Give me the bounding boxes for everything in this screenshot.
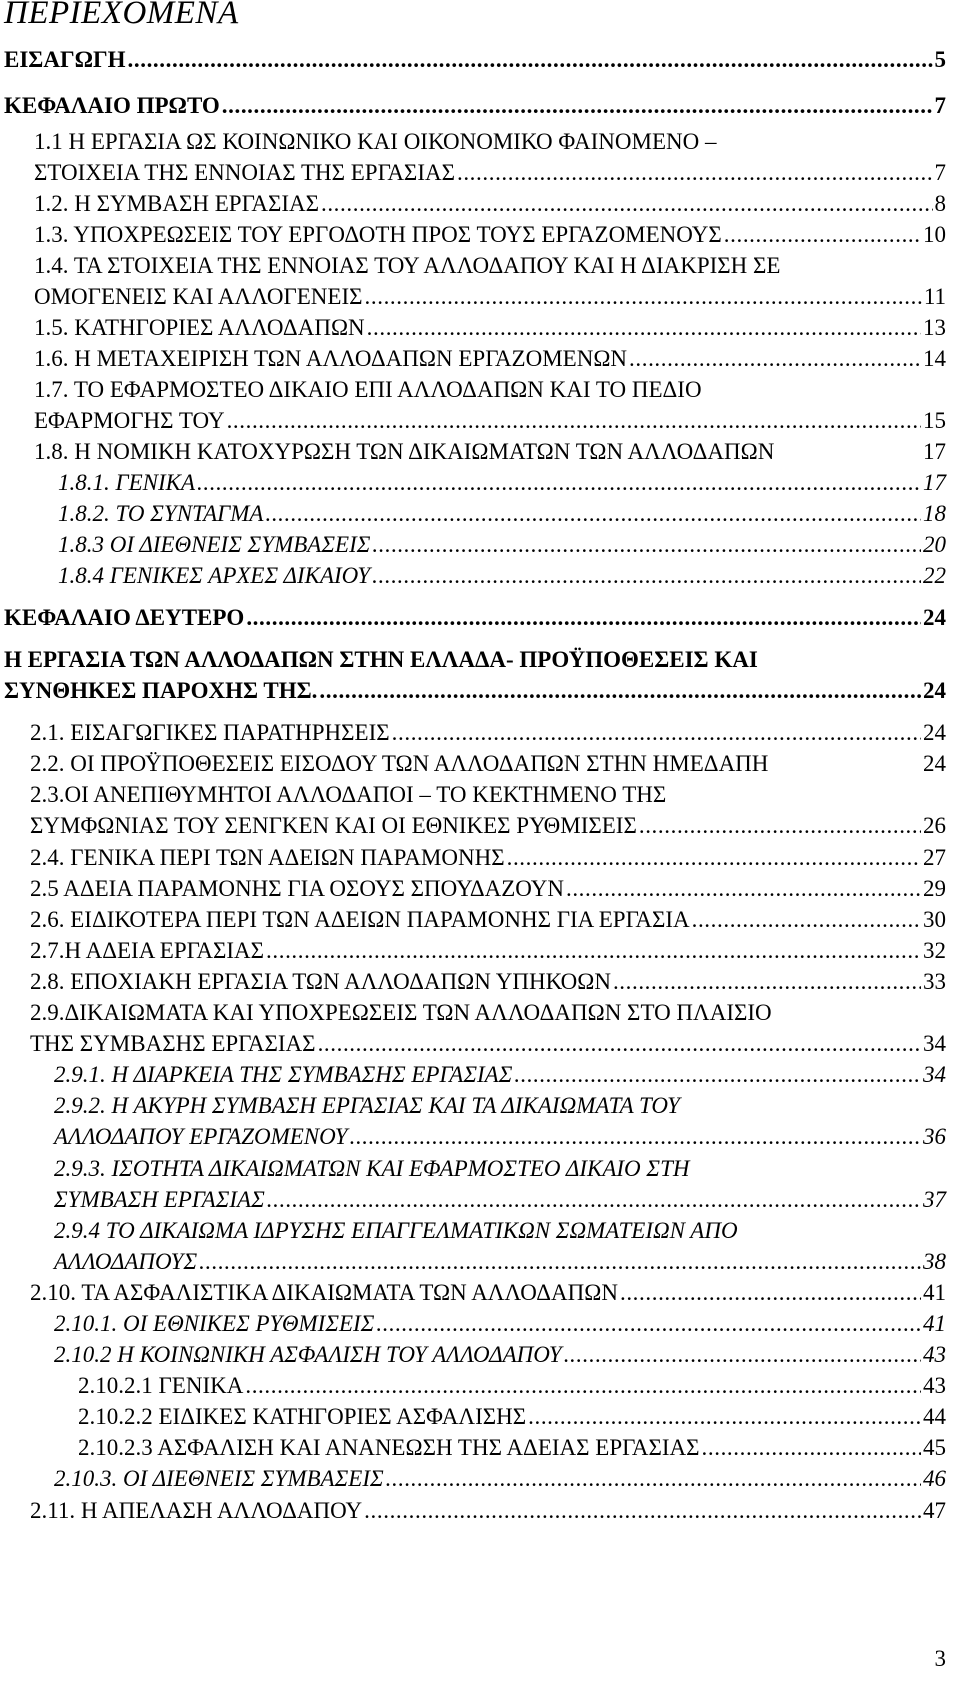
toc-entry-page: 43	[923, 1342, 946, 1367]
toc-entry-page: 26	[923, 813, 946, 838]
toc-entry[interactable]	[0, 1310, 960, 1338]
toc-entry[interactable]	[0, 906, 960, 934]
toc-entry-text: 2.7.Η ΑΔΕΙΑ ΕΡΓΑΣΙΑΣ	[30, 938, 265, 963]
toc-entry-page: 20	[923, 532, 946, 557]
toc-entry[interactable]	[0, 46, 960, 74]
toc-entry-page: 5	[934, 47, 946, 72]
toc-entry[interactable]	[0, 190, 960, 218]
toc-entry-text: 2.10.2.3 ΑΣΦΑΛΙΣΗ ΚΑΙ ΑΝΑΝΕΩΣΗ ΤΗΣ ΑΔΕΙΑΣ ΕΡΓΑΣΙΑΣ	[78, 1435, 700, 1460]
toc-entry-line	[0, 128, 960, 156]
toc-entry-text: 2.3.ΟΙ ΑΝΕΠΙΘΥΜΗΤΟΙ ΑΛΛΟΔΑΠΟΙ – ΤΟ ΚΕΚΤΗΜΕΝΟ ΤΗΣ	[30, 782, 667, 807]
dot-leader	[702, 1434, 921, 1462]
toc-entry[interactable]	[0, 968, 960, 996]
toc-entry-line	[0, 252, 960, 280]
toc-entry-page: 15	[923, 408, 946, 433]
dot-leader	[318, 1030, 921, 1058]
dot-leader	[321, 190, 933, 218]
dot-leader	[386, 1465, 921, 1493]
toc-entry-line	[0, 999, 960, 1027]
toc-entry-text: ΑΛΛΟΔΑΠΟΥΣ	[54, 1249, 198, 1274]
toc-entry[interactable]	[0, 562, 960, 590]
dot-leader	[364, 1497, 921, 1525]
toc-entry-page: 41	[923, 1280, 946, 1305]
toc-entry-text: ΣΥΜΒΑΣΗ ΕΡΓΑΣΙΑΣ	[54, 1187, 265, 1212]
toc-entry-page: 13	[923, 315, 946, 340]
toc-entry-text: 1.8.3 ΟΙ ΔΙΕΘΝΕΙΣ ΣΥΜΒΑΣΕΙΣ	[58, 532, 371, 557]
dot-leader	[457, 159, 933, 187]
toc-entry[interactable]	[0, 469, 960, 497]
dot-leader	[724, 221, 921, 249]
dot-leader	[265, 500, 921, 528]
toc-entry-page: 41	[923, 1311, 946, 1336]
toc-entry-text: 1.8.1. ΓΕΝΙΚΑ	[58, 470, 196, 495]
dot-leader	[372, 531, 921, 559]
toc-entry-text: 2.5 ΑΔΕΙΑ ΠΑΡΑΜΟΝΗΣ ΓΙΑ ΟΣΟΥΣ ΣΠΟΥΔΑΖΟΥΝ	[30, 876, 564, 901]
toc-entry-page: 44	[923, 1404, 946, 1429]
toc-entry-text: 2.6. ΕΙΔΙΚΟΤΕΡΑ ΠΕΡΙ ΤΩΝ ΑΔΕΙΩΝ ΠΑΡΑΜΟΝΗΣ ΓΙΑ ΕΡΓΑΣΙΑ	[30, 907, 690, 932]
dot-leader	[227, 407, 921, 435]
dot-leader	[613, 968, 921, 996]
toc-entry-text: 2.11. Η ΑΠΕΛΑΣΗ ΑΛΛΟΔΑΠΟΥ	[30, 1498, 363, 1523]
toc-entry-text: ΕΦΑΡΜΟΓΗΣ ΤΟΥ	[34, 408, 225, 433]
toc-entry-page: 24	[923, 720, 946, 745]
dot-leader	[528, 1403, 921, 1431]
toc-entry[interactable]	[0, 1248, 960, 1276]
toc-entry-page: 14	[923, 346, 946, 371]
toc-entry-text: ΚΕΦΑΛΑΙΟ ΠΡΩΤΟ	[4, 93, 220, 118]
toc-entry-page: 36	[923, 1124, 946, 1149]
toc-entry-page: 24	[923, 678, 946, 703]
toc-entry-text: 1.8. Η ΝΟΜΙΚΗ ΚΑΤΟΧΥΡΩΣΗ ΤΩΝ ΔΙΚΑΙΩΜΑΤΩΝ ΤΩΝ ΑΛΛΟΔΑΠΩΝ	[34, 439, 775, 464]
dot-leader	[372, 562, 921, 590]
toc-entry-text: 2.10.1. ΟΙ ΕΘΝΙΚΕΣ ΡΥΘΜΙΣΕΙΣ	[54, 1311, 375, 1336]
toc-entry-text: ΑΛΛΟΔΑΠΟΥ ΕΡΓΑΖΟΜΕΝΟΥ	[54, 1124, 348, 1149]
toc-entry[interactable]	[0, 159, 960, 187]
toc-entry-page: 45	[923, 1435, 946, 1460]
page-number: 3	[934, 1646, 946, 1671]
toc-entry-text: 1.8.4 ΓΕΝΙΚΕΣ ΑΡΧΕΣ ΔΙΚΑΙΟΥ	[58, 563, 371, 588]
toc-entry-text: 2.9.3. ΙΣΟΤΗΤΑ ΔΙΚΑΙΩΜΑΤΩΝ ΚΑΙ ΕΦΑΡΜΟΣΤΕΟ ΔΙΚΑΙΟ ΣΤΗ	[54, 1156, 690, 1181]
dot-leader	[376, 1310, 921, 1338]
toc-entry-page: 33	[923, 969, 946, 994]
toc-entry-text: 1.6. Η ΜΕΤΑΧΕΙΡΙΣΗ ΤΩΝ ΑΛΛΟΔΑΠΩΝ ΕΡΓΑΖΟΜΕΝΩΝ	[34, 346, 628, 371]
dot-leader	[128, 46, 933, 74]
toc-entry-text: 1.5. ΚΑΤΗΓΟΡΙΕΣ ΑΛΛΟΔΑΠΩΝ	[34, 315, 365, 340]
toc-entry[interactable]	[0, 844, 960, 872]
dot-leader	[692, 906, 921, 934]
toc-entry[interactable]	[0, 812, 960, 840]
dot-leader	[350, 1123, 921, 1151]
dot-leader	[507, 844, 921, 872]
toc-entry[interactable]	[0, 875, 960, 903]
toc-entry-text: 2.2. ΟΙ ΠΡΟΫΠΟΘΕΣΕΙΣ ΕΙΣΟΔΟΥ ΤΩΝ ΑΛΛΟΔΑΠΩΝ ΣΤΗΝ ΗΜΕΔΑΠΗ	[30, 751, 769, 776]
toc-entry-text: 2.10.2.1 ΓΕΝΙΚΑ	[78, 1373, 244, 1398]
toc-entry-page: 24	[923, 751, 946, 776]
dot-leader	[566, 875, 921, 903]
dot-leader	[365, 283, 922, 311]
toc-entry-text: ΣΥΝΘΗΚΕΣ ΠΑΡΟΧΗΣ ΤΗΣ.	[4, 678, 318, 703]
toc-entry-line	[0, 781, 960, 809]
dot-leader	[197, 469, 921, 497]
toc-entry[interactable]	[0, 1123, 960, 1151]
toc-entry[interactable]	[0, 1403, 960, 1431]
toc-entry-page: 7	[934, 160, 946, 185]
toc-entry-page: 46	[923, 1466, 946, 1491]
toc-entry-line	[0, 376, 960, 404]
toc-entry-page: 37	[923, 1187, 946, 1212]
toc-entry[interactable]	[0, 1186, 960, 1214]
toc-entry-page: 47	[923, 1498, 946, 1523]
toc-entry-page: 30	[923, 907, 946, 932]
dot-leader	[564, 1341, 921, 1369]
toc-entry-text: 2.10. ΤΑ ΑΣΦΑΛΙΣΤΙΚΑ ΔΙΚΑΙΩΜΑΤΑ ΤΩΝ ΑΛΛΟΔΑΠΩΝ	[30, 1280, 618, 1305]
toc-entry-page: 17	[923, 470, 946, 495]
toc-entry-text: 2.9.1. Η ΔΙΑΡΚΕΙΑ ΤΗΣ ΣΥΜΒΑΣΗΣ ΕΡΓΑΣΙΑΣ	[54, 1062, 513, 1087]
toc-entry-text: Η ΕΡΓΑΣΙΑ ΤΩΝ ΑΛΛΟΔΑΠΩΝ ΣΤΗΝ ΕΛΛΑΔΑ- ΠΡΟΫΠΟΘΕΣΕΙΣ ΚΑΙ	[4, 647, 758, 672]
toc-entry-page: 8	[934, 191, 946, 216]
toc-entry[interactable]	[0, 719, 960, 747]
toc-entry[interactable]	[0, 438, 960, 466]
toc-entry[interactable]	[0, 1497, 960, 1525]
toc-entry[interactable]	[0, 1030, 960, 1058]
toc-entry[interactable]	[0, 750, 960, 778]
toc-entry-text: ΤΗΣ ΣΥΜΒΑΣΗΣ ΕΡΓΑΣΙΑΣ	[30, 1031, 316, 1056]
dot-leader	[629, 345, 921, 373]
toc-entry[interactable]	[0, 407, 960, 435]
toc-entry-text: 1.8.2. ΤΟ ΣΥΝΤΑΓΜΑ	[58, 501, 264, 526]
toc-entry-text: 2.10.2.2 ΕΙΔΙΚΕΣ ΚΑΤΗΓΟΡΙΕΣ ΑΣΦΑΛΙΣΗΣ	[78, 1404, 527, 1429]
toc-entry-text: ΚΕΦΑΛΑΙΟ ΔΕΥΤΕΡΟ	[4, 605, 245, 630]
toc-entry[interactable]	[0, 1341, 960, 1369]
toc-entry-line	[0, 1217, 960, 1245]
toc-entry-page: 7	[934, 93, 946, 118]
toc-entry-text: 2.1. ΕΙΣΑΓΩΓΙΚΕΣ ΠΑΡΑΤΗΡΗΣΕΙΣ	[30, 720, 390, 745]
dot-leader	[266, 937, 921, 965]
toc-entry-text: 2.9.4 ΤΟ ΔΙΚΑΙΩΜΑ ΙΔΡΥΣΗΣ ΕΠΑΓΓΕΛΜΑΤΙΚΩΝ ΣΩΜΑΤΕΙΩΝ ΑΠΟ	[54, 1218, 738, 1243]
toc-entry[interactable]	[0, 1279, 960, 1307]
toc-entry[interactable]	[0, 221, 960, 249]
toc-entry[interactable]	[0, 314, 960, 342]
dot-leader	[639, 812, 921, 840]
dot-leader	[319, 677, 921, 705]
dot-leader	[392, 719, 921, 747]
toc-entry-page: 29	[923, 876, 946, 901]
toc-entry-text: 2.4. ΓΕΝΙΚΑ ΠΕΡΙ ΤΩΝ ΑΔΕΙΩΝ ΠΑΡΑΜΟΝΗΣ	[30, 845, 505, 870]
toc-entry-page: 34	[923, 1031, 946, 1056]
page-title: ΠΕΡΙΕΧΟΜΕΝΑ	[4, 0, 239, 31]
toc-entry[interactable]	[0, 1434, 960, 1462]
toc-entry-page: 27	[923, 845, 946, 870]
toc-entry-text: 2.9.2. Η ΑΚΥΡΗ ΣΥΜΒΑΣΗ ΕΡΓΑΣΙΑΣ ΚΑΙ ΤΑ ΔΙΚΑΙΩΜΑΤΑ ΤΟΥ	[54, 1093, 680, 1118]
dot-leader	[245, 1372, 921, 1400]
toc-entry-line	[0, 646, 960, 674]
toc-entry[interactable]	[0, 937, 960, 965]
toc-entry-page: 11	[923, 284, 946, 309]
toc-entry-text: 1.3. ΥΠΟΧΡΕΩΣΕΙΣ ΤΟΥ ΕΡΓΟΔΟΤΗ ΠΡΟΣ ΤΟΥΣ ΕΡΓΑΖΟΜΕΝΟΥΣ	[34, 222, 722, 247]
toc-entry-page: 43	[923, 1373, 946, 1398]
toc-entry-line	[0, 1155, 960, 1183]
toc-entry-text: 2.10.2 Η ΚΟΙΝΩΝΙΚΗ ΑΣΦΑΛΙΣΗ ΤΟΥ ΑΛΛΟΔΑΠΟΥ	[54, 1342, 562, 1367]
toc-entry-page: 22	[923, 563, 946, 588]
toc-entry[interactable]	[0, 604, 960, 632]
toc-entry-text: 1.1 Η ΕΡΓΑΣΙΑ ΩΣ ΚΟΙΝΩΝΙΚΟ ΚΑΙ ΟΙΚΟΝΟΜΙΚΟ ΦΑΙΝΟΜΕΝΟ –	[34, 129, 717, 154]
toc-entry[interactable]	[0, 1372, 960, 1400]
toc-entry-text: ΟΜΟΓΕΝΕΙΣ ΚΑΙ ΑΛΛΟΓΕΝΕΙΣ	[34, 284, 363, 309]
toc-entry[interactable]	[0, 92, 960, 120]
toc-entry-text: 1.2. Η ΣΥΜΒΑΣΗ ΕΡΓΑΣΙΑΣ	[34, 191, 319, 216]
toc-entry-page: 17	[923, 439, 946, 464]
toc-entry[interactable]	[0, 500, 960, 528]
dot-leader	[367, 314, 921, 342]
dot-leader	[199, 1248, 921, 1276]
toc-entry-page: 34	[923, 1062, 946, 1087]
toc-entry-text: 2.10.3. ΟΙ ΔΙΕΘΝΕΙΣ ΣΥΜΒΑΣΕΙΣ	[54, 1466, 384, 1491]
dot-leader	[267, 1186, 921, 1214]
toc-entry[interactable]	[0, 1061, 960, 1089]
toc-entry-text: ΕΙΣΑΓΩΓΗ	[4, 47, 126, 72]
toc-entry[interactable]	[0, 283, 960, 311]
toc-entry[interactable]	[0, 1465, 960, 1493]
toc-entry-page: 32	[923, 938, 946, 963]
toc-entry-line	[0, 1092, 960, 1120]
dot-leader	[222, 92, 933, 120]
toc-entry-page: 10	[923, 222, 946, 247]
toc-entry[interactable]	[0, 531, 960, 559]
toc-entry[interactable]	[0, 345, 960, 373]
toc-entry-page: 18	[923, 501, 946, 526]
toc-entry-text: 2.8. ΕΠΟΧΙΑΚΗ ΕΡΓΑΣΙΑ ΤΩΝ ΑΛΛΟΔΑΠΩΝ ΥΠΗΚΟΩΝ	[30, 969, 611, 994]
toc-entry[interactable]	[0, 677, 960, 705]
toc-entry-text: ΣΥΜΦΩΝΙΑΣ ΤΟΥ ΣΕΝΓΚΕΝ ΚΑΙ ΟΙ ΕΘΝΙΚΕΣ ΡΥΘΜΙΣΕΙΣ	[30, 813, 637, 838]
dot-leader	[246, 604, 921, 632]
dot-leader	[514, 1061, 921, 1089]
toc-entry-text: ΣΤΟΙΧΕΙΑ ΤΗΣ ΕΝΝΟΙΑΣ ΤΗΣ ΕΡΓΑΣΙΑΣ	[34, 160, 455, 185]
dot-leader	[620, 1279, 921, 1307]
toc-entry-text: 1.7. ΤΟ ΕΦΑΡΜΟΣΤΕΟ ΔΙΚΑΙΟ ΕΠΙ ΑΛΛΟΔΑΠΩΝ ΚΑΙ ΤΟ ΠΕΔΙΟ	[34, 377, 702, 402]
toc-entry-text: 2.9.ΔΙΚΑΙΩΜΑΤΑ ΚΑΙ ΥΠΟΧΡΕΩΣΕΙΣ ΤΩΝ ΑΛΛΟΔΑΠΩΝ ΣΤΟ ΠΛΑΙΣΙΟ	[30, 1000, 772, 1025]
toc-entry-page: 38	[923, 1249, 946, 1274]
toc-entry-page: 24	[923, 605, 946, 630]
toc-entry-text: 1.4. ΤΑ ΣΤΟΙΧΕΙΑ ΤΗΣ ΕΝΝΟΙΑΣ ΤΟΥ ΑΛΛΟΔΑΠΟΥ ΚΑΙ Η ΔΙΑΚΡΙΣΗ ΣΕ	[34, 253, 781, 278]
